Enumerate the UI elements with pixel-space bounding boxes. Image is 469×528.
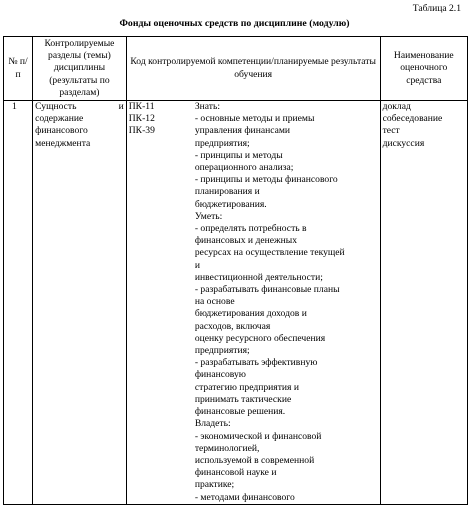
result-line: Владеть:	[194, 418, 231, 430]
result-line: - экономической и финансовой	[194, 430, 322, 442]
result-line: предприятия;	[194, 137, 250, 149]
result-line: ресурсах на осуществление текущей	[194, 247, 345, 259]
tool-item: доклад	[382, 101, 411, 113]
result-line: финансовых и денежных	[194, 235, 298, 247]
result-line: бюджетирования доходов и	[194, 308, 307, 320]
result-line: предприятия;	[194, 345, 250, 357]
result-line: расходов, включая	[194, 320, 271, 332]
result-line: - разрабатывать эффективную	[194, 357, 318, 369]
header-competence: Код контролируемой компетенции/планируемые результаты обучения	[126, 37, 380, 101]
result-line: - разрабатывать финансовые планы	[194, 284, 340, 296]
tool-item: дискуссия	[382, 137, 425, 149]
section-name: Сущность и содержание финансового менеджмента	[33, 101, 127, 505]
result-line: управления финансами	[194, 125, 291, 137]
document-title: Фонды оценочных средств по дисциплине (модулю)	[119, 18, 350, 29]
assessment-table	[3, 36, 468, 505]
result-line: - определять потребность в	[194, 223, 307, 235]
table-header-row	[4, 37, 468, 101]
result-line: терминологией,	[194, 442, 260, 454]
result-line: финансовые решения.	[194, 406, 286, 418]
learning-results	[193, 101, 380, 505]
result-line: практике;	[194, 479, 235, 491]
competence-code: ПК-12	[128, 113, 155, 125]
result-line: Знать:	[194, 101, 221, 113]
header-number: № п/п	[4, 37, 33, 101]
result-line: операционного анализа;	[194, 162, 294, 174]
header-sections: Контролируемые разделы (темы) дисциплины (результаты по разделам)	[33, 37, 127, 101]
result-line: планирования и	[194, 186, 260, 198]
result-line: стратегию предприятия и	[194, 381, 299, 393]
result-line: - основные методы и приемы	[194, 113, 315, 125]
row-number: 1	[4, 101, 33, 505]
assessment-tools	[380, 101, 467, 505]
result-line: - методами финансового	[194, 491, 295, 503]
competence-codes	[126, 101, 193, 505]
result-line: на основе	[194, 296, 235, 308]
result-line: и	[194, 259, 200, 271]
result-line: финансовой науке и	[194, 467, 277, 479]
result-line: оценку ресурсного обеспечения	[194, 332, 326, 344]
competence-code: ПК-11	[128, 101, 155, 113]
result-line: бюджетирования.	[194, 198, 267, 210]
result-line: используемой в современной	[194, 454, 315, 466]
result-line: - принципы и методы финансового	[194, 174, 338, 186]
result-line: Уметь:	[194, 210, 223, 222]
table-number: Таблица 2.1	[412, 3, 461, 14]
tool-item: собеседование	[382, 113, 443, 125]
tool-item: тест	[382, 125, 400, 137]
header-tool: Наименование оценочного средства	[380, 37, 467, 101]
result-line: принимать тактические	[194, 393, 292, 405]
competence-code: ПК-39	[128, 125, 155, 137]
result-line: финансовую	[194, 369, 246, 381]
table-row	[4, 101, 468, 505]
result-line: - принципы и методы	[194, 149, 283, 161]
result-line: инвестиционной деятельности;	[194, 271, 323, 283]
